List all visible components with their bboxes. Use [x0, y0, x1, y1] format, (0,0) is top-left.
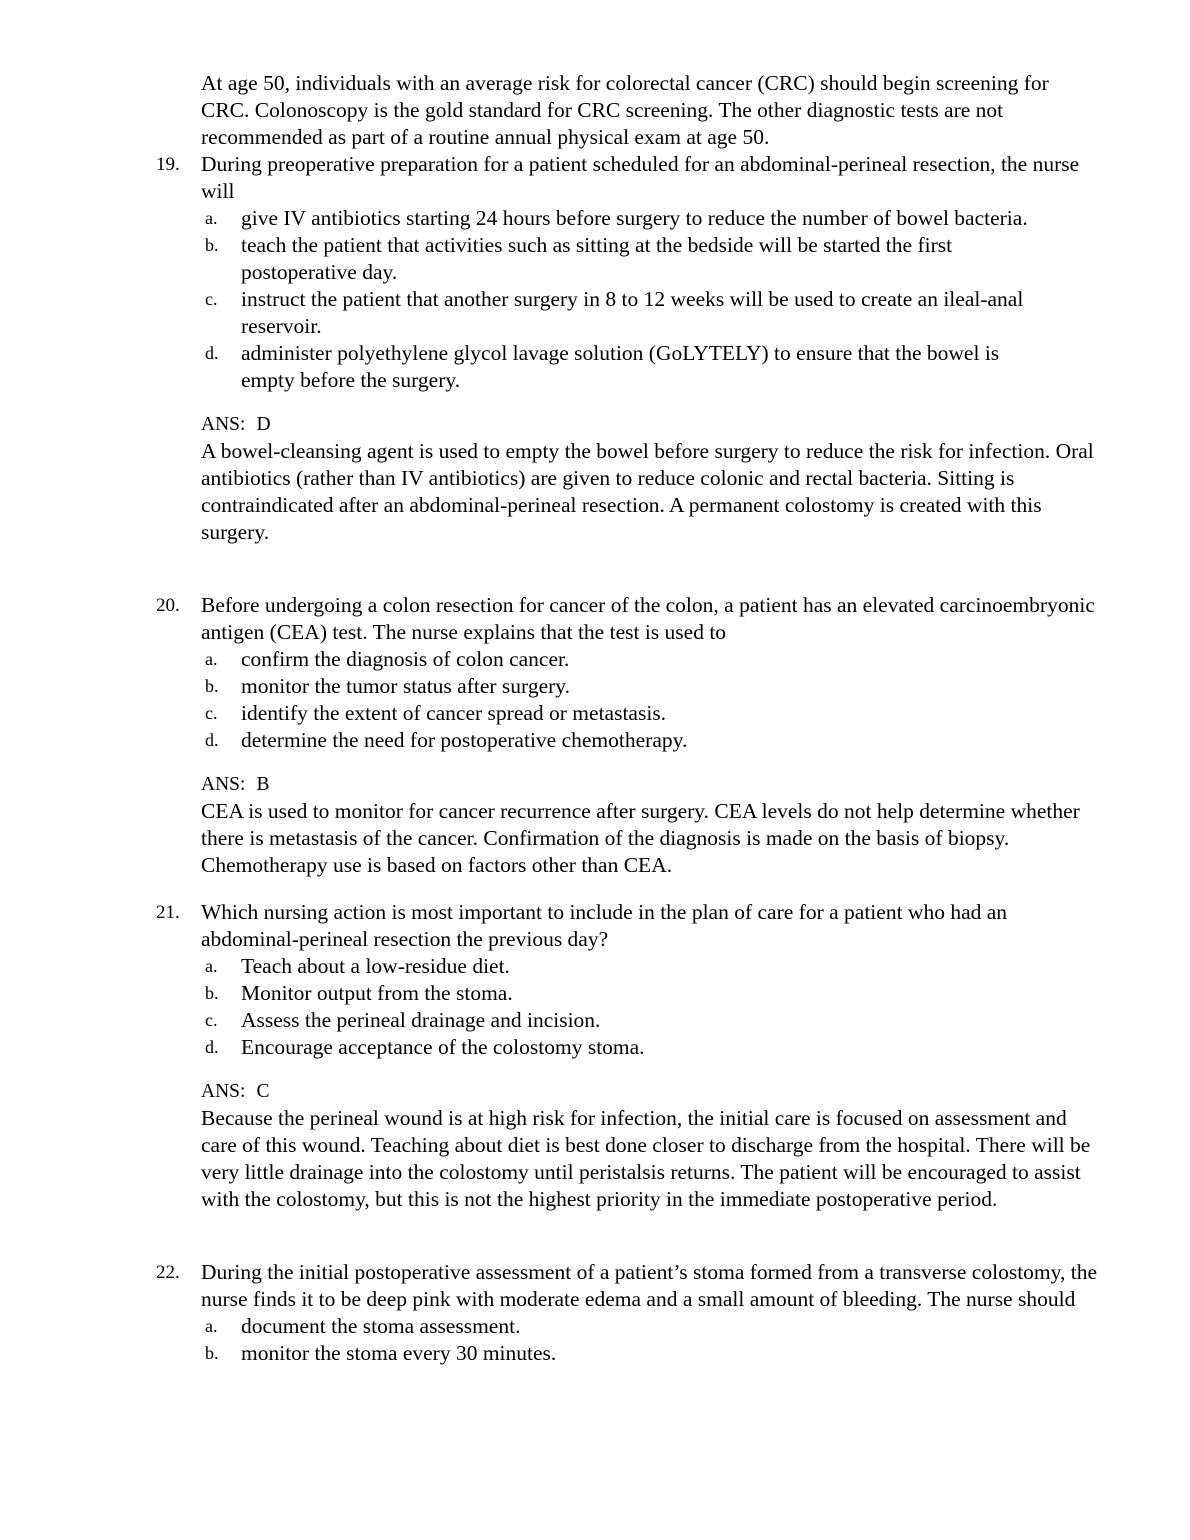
option-text: teach the patient that activities such as sitting at the bedside will be started the first postoperative day. [241, 233, 953, 284]
option-text: instruct the patient that another surgery in 8 to 12 weeks will be used to create an ileal-anal reservoir. [241, 287, 1024, 338]
option-text: administer polyethylene glycol lavage solution (GoLYTELY) to ensure that the bowel is empty before the surgery. [241, 341, 1000, 392]
option-b [205, 980, 1031, 1007]
option-text: confirm the diagnosis of colon cancer. [241, 647, 570, 671]
question-number: 20. [156, 595, 180, 616]
option-letter: c. [205, 1010, 218, 1030]
question-number: 21. [156, 902, 180, 923]
answer-options [0, 205, 1190, 394]
option-a [205, 646, 1031, 673]
question-21 [0, 899, 1190, 1213]
option-text: Teach about a low-residue diet. [241, 954, 510, 978]
previous-question-rationale: At age 50, individuals with an average risk for colorectal cancer (CRC) should begin screening for CRC. Colonoscopy is the gold standard for CRC screening. The other diagnostic tests are not recommended as part of a routine annual physical exam at age 50. [201, 71, 1049, 149]
option-d [205, 340, 1031, 394]
question-stem: Before undergoing a colon resection for cancer of the colon, a patient has an elevated carcinoembryonic antigen (CEA) test. The nurse explains that the test is used to [201, 593, 1095, 644]
option-text: identify the extent of cancer spread or metastasis. [241, 701, 667, 725]
answer-key [201, 771, 1190, 798]
question-22 [0, 1259, 1190, 1367]
answer-label: ANS: [201, 1081, 246, 1102]
question-stem: Which nursing action is most important to include in the plan of care for a patient who had an abdominal-perineal resection the previous day? [201, 900, 1008, 951]
answer-options [0, 953, 1190, 1061]
answer-value: B [256, 774, 270, 795]
option-letter: b. [205, 1343, 219, 1363]
question-20 [0, 592, 1190, 879]
option-c [205, 286, 1031, 340]
option-letter: a. [205, 208, 218, 228]
option-letter: a. [205, 956, 218, 976]
answer-key [201, 411, 1190, 438]
answer-label: ANS: [201, 414, 246, 435]
answer-value: C [256, 1081, 270, 1102]
option-letter: c. [205, 289, 218, 309]
question-number: 22. [156, 1262, 180, 1283]
question-number: 19. [156, 154, 180, 175]
option-letter: b. [205, 676, 219, 696]
option-c [205, 700, 1031, 727]
option-text: determine the need for postoperative chemotherapy. [241, 728, 688, 752]
option-letter: d. [205, 1037, 219, 1057]
option-b [205, 232, 1031, 286]
answer-label: ANS: [201, 774, 246, 795]
answer-rationale: CEA is used to monitor for cancer recurrence after surgery. CEA levels do not help determine whether there is metastasis of the cancer. Confirmation of the diagnosis is made on the basis of biopsy. Chemotherapy use is based on factors other than CEA. [201, 799, 1080, 877]
option-letter: a. [205, 1316, 218, 1336]
option-text: monitor the tumor status after surgery. [241, 674, 570, 698]
option-c [205, 1007, 1031, 1034]
answer-options [0, 1313, 1190, 1367]
option-d [205, 1034, 1031, 1061]
option-a [205, 205, 1031, 232]
question-stem: During preoperative preparation for a patient scheduled for an abdominal-perineal resection, the nurse will [201, 152, 1080, 203]
option-text: Assess the perineal drainage and incision. [241, 1008, 601, 1032]
option-b [205, 1340, 1031, 1367]
answer-rationale: Because the perineal wound is at high risk for infection, the initial care is focused on assessment and care of this wound. Teaching about diet is best done closer to discharge from the hospital. There will be very little drainage into the colostomy until peristalsis returns. The patient will be encouraged to assist with the colostomy, but this is not the highest priority in the immediate postoperative period. [201, 1106, 1091, 1211]
option-letter: d. [205, 343, 219, 363]
option-text: Monitor output from the stoma. [241, 981, 513, 1005]
option-letter: d. [205, 730, 219, 750]
question-19 [0, 151, 1190, 546]
option-text: give IV antibiotics starting 24 hours before surgery to reduce the number of bowel bacteria. [241, 206, 1028, 230]
option-text: monitor the stoma every 30 minutes. [241, 1341, 557, 1365]
answer-key [201, 1078, 1190, 1105]
option-letter: c. [205, 703, 218, 723]
option-letter: a. [205, 649, 218, 669]
option-text: Encourage acceptance of the colostomy stoma. [241, 1035, 645, 1059]
answer-options [0, 646, 1190, 754]
option-letter: b. [205, 235, 219, 255]
option-a [205, 1313, 1031, 1340]
answer-value: D [256, 414, 271, 435]
question-stem: During the initial postoperative assessment of a patient’s stoma formed from a transverse colostomy, the nurse finds it to be deep pink with moderate edema and a small amount of bleeding. The nurse should [201, 1260, 1098, 1311]
option-letter: b. [205, 983, 219, 1003]
option-a [205, 953, 1031, 980]
option-text: document the stoma assessment. [241, 1314, 521, 1338]
option-d [205, 727, 1031, 754]
option-b [205, 673, 1031, 700]
answer-rationale: A bowel-cleansing agent is used to empty the bowel before surgery to reduce the risk for infection. Oral antibiotics (rather than IV antibiotics) are given to reduce colonic and rectal bacteria. Sitting is contraindicated after an abdominal-perineal resection. A permanent colostomy is created with this surgery. [201, 439, 1094, 544]
